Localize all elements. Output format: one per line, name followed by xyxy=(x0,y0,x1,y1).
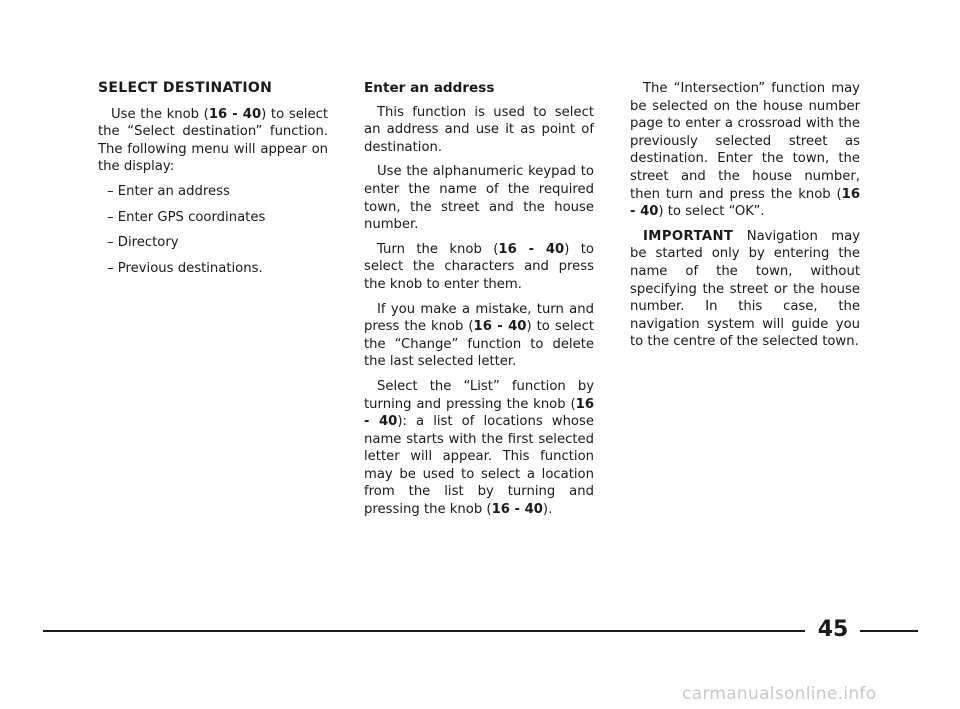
list-item: – Enter an address xyxy=(107,183,230,199)
knob-reference: 16 - 40 xyxy=(364,396,594,430)
paragraph xyxy=(364,241,594,294)
watermark: carmanualsonline.info xyxy=(682,684,877,704)
text-span: ): a list of locations whose name starts with the first selected letter will appear. This function may be used to select a location from the list by turning and pressing the knob ( xyxy=(364,414,594,518)
footer-rule-right xyxy=(860,630,918,632)
text-span: ) to select the “Select destination” function. The following menu will appear on the display: xyxy=(98,106,329,175)
section-heading: SELECT DESTINATION xyxy=(98,80,273,96)
text-span: Use the knob ( xyxy=(111,106,209,122)
text-span: Turn the knob ( xyxy=(377,241,499,257)
text-span: ) to select the characters and press the knob to enter them. xyxy=(364,241,594,292)
paragraph xyxy=(364,301,594,371)
column-3 xyxy=(630,80,860,358)
important-paragraph xyxy=(630,228,860,351)
text-span: Navigation may be started only by entering the name of the town, without specifying the street or the house number. In this case, the navigation system will guide you to the centre of the selected town. xyxy=(630,228,860,350)
list-item: – Directory xyxy=(107,235,179,251)
paragraph xyxy=(630,80,860,221)
knob-reference: 16 - 40 xyxy=(498,241,565,257)
text-span: Select the “List” function by turning and pressing the knob ( xyxy=(364,378,594,412)
text-span: The “Intersection” function may be selected on the house number page to enter a crossroad with the previously selected street as destination. Enter the town, the street and the house number, then turn and press the knob ( xyxy=(630,81,860,202)
column-1 xyxy=(98,80,328,285)
footer-rule-left xyxy=(43,630,805,632)
intro-paragraph xyxy=(98,106,328,176)
column-2 xyxy=(364,80,594,526)
paragraph: This function is used to select an address and use it as point of destination. xyxy=(364,104,594,155)
menu-list xyxy=(98,183,328,277)
list-item: – Previous destinations. xyxy=(107,260,263,276)
text-span: ) to select the “Change” function to delete the last selected letter. xyxy=(364,319,595,370)
list-item: – Enter GPS coordinates xyxy=(107,209,266,225)
paragraph xyxy=(364,378,594,519)
knob-reference: 16 - 40 xyxy=(208,106,262,122)
page-number: 45 xyxy=(817,617,849,642)
text-span: ) to select “OK”. xyxy=(658,204,765,220)
important-label: IMPORTANT xyxy=(643,228,734,244)
text-span: If you make a mistake, turn and press the knob ( xyxy=(364,301,594,335)
knob-reference: 16 - 40 xyxy=(630,186,860,220)
text-span: ). xyxy=(542,502,553,518)
paragraph: Use the alphanumeric keypad to enter the name of the required town, the street and the house number. xyxy=(364,164,594,233)
sub-heading: Enter an address xyxy=(364,80,495,96)
knob-reference: 16 - 40 xyxy=(473,319,527,335)
knob-reference: 16 - 40 xyxy=(491,502,543,518)
